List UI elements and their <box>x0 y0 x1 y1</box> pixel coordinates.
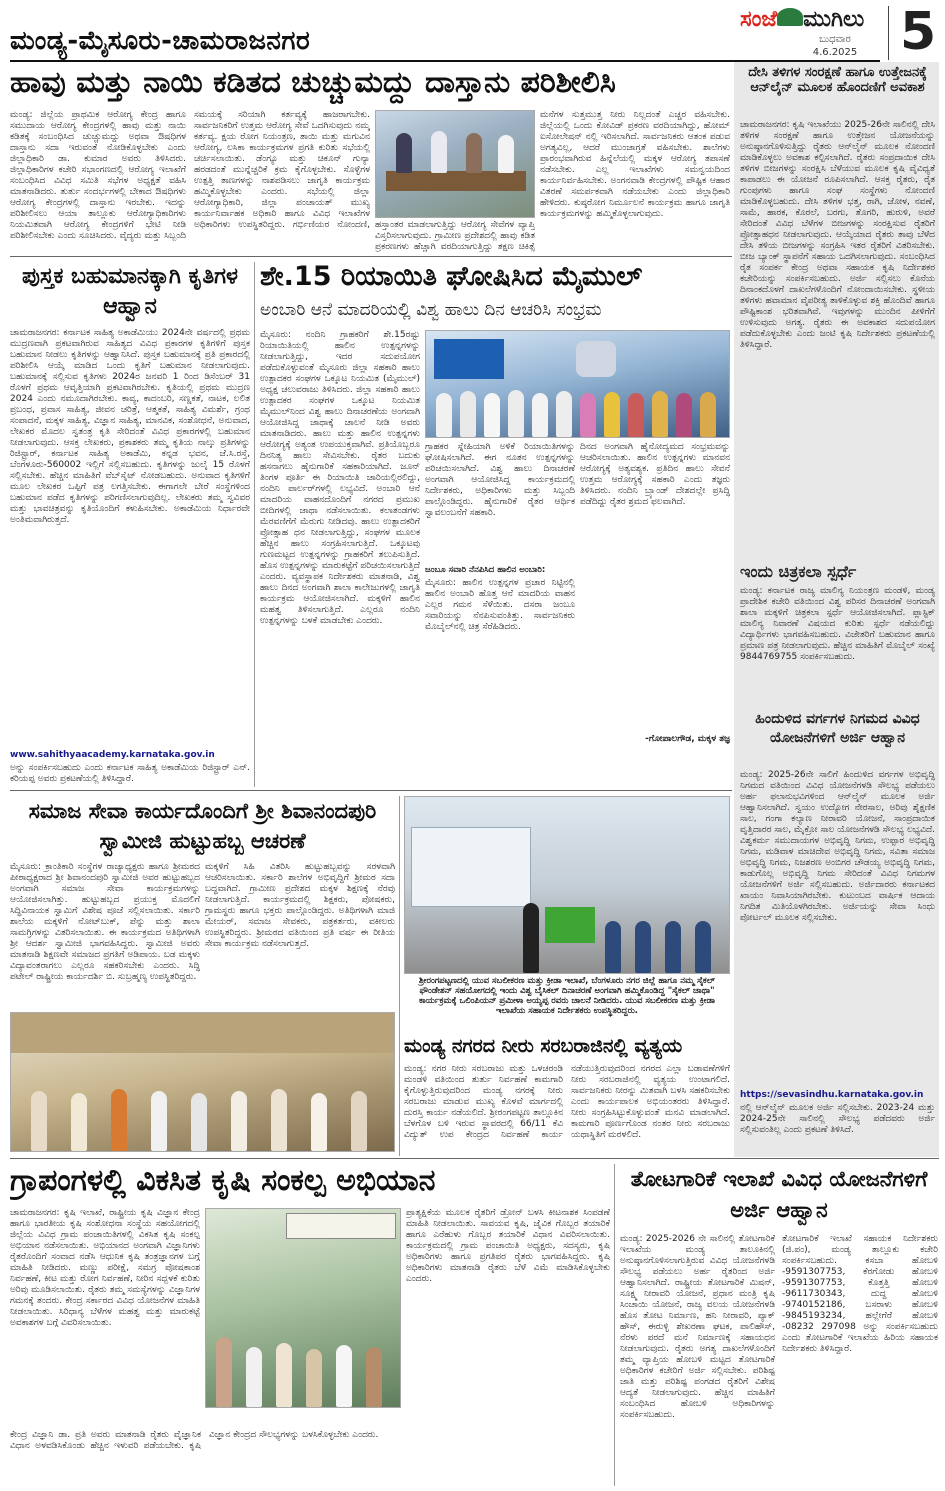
story5-photo <box>10 1012 395 1152</box>
story8-body: ಚಾಮರಾಜನಗರ: ಕೃಷಿ ಇಲಾಖೆ, ರಾಷ್ಟ್ರೀಯ ಕೃಷಿ ವಿಜ್ಞಾನ ಕೇಂದ್ರ ಹಾಗೂ ಭಾರತೀಯ ಕೃಷಿ ಸಂಶೋಧನಾ ಸಂಸ್ಥೆಯ ಸಹಯೋಗದಲ್ಲಿ ಜಿಲ್ಲೆಯ ವಿವಿಧ ಗ್ರಾಮ ಪಂಚಾಯಿತಿಗಳಲ್ಲಿ ವಿಕಸಿತ ಕೃಷಿ ಸಂಕಲ್ಪ ಅಭಿಯಾನ ನಡೆಸಲಾಯಿತು. ಅಭಿಯಾನದ ಅಂಗವಾಗಿ ವಿಜ್ಞಾನಿಗಳು ರೈತರೊಂದಿಗೆ ಸಂವಾದ ನಡೆಸಿ ಆಧುನಿಕ ಕೃಷಿ ತಂತ್ರಜ್ಞಾನಗಳ ಬಗ್ಗೆ ಮಾಹಿತಿ ನೀಡಿದರು. ಮಣ್ಣು ಪರೀಕ್ಷೆ, ಸಮಗ್ರ ಪೋಷಕಾಂಶ ನಿರ್ವಹಣೆ, ಕೀಟ ಮತ್ತು ರೋಗ ನಿರ್ವಹಣೆ, ನೀರಿನ ಸದ್ಬಳಕೆ ಕುರಿತು ಅರಿವು ಮೂಡಿಸಲಾಯಿತು. ರೈತರು ತಮ್ಮ ಸಮಸ್ಯೆಗಳನ್ನು ವಿಜ್ಞಾನಿಗಳ ಗಮನಕ್ಕೆ ತಂದರು. ಕೇಂದ್ರ ಸರ್ಕಾರದ ವಿವಿಧ ಯೋಜನೆಗಳ ಮಾಹಿತಿ ನೀಡಲಾಯಿತು. ಸಿರಿಧಾನ್ಯ ಬೆಳೆಗಳ ಮಹತ್ವ ಮತ್ತು ಮಾರುಕಟ್ಟೆ ಅವಕಾಶಗಳ ಬಗ್ಗೆ ವಿವರಿಸಲಾಯಿತು. <box>10 1208 200 1328</box>
date-box <box>800 33 870 59</box>
photo-person <box>246 1347 262 1407</box>
photo-person <box>216 1337 232 1407</box>
column-rule <box>614 1164 615 1486</box>
photo-person <box>700 392 716 437</box>
page-number: 5 <box>900 2 937 62</box>
story1-body-3: ಮನೆಗಳ ಸುತ್ತಮುತ್ತ ನೀರು ನಿಲ್ಲದಂತೆ ಎಚ್ಚರ ವಹಿಸಬೇಕು. ಜಿಲ್ಲೆಯಲ್ಲಿ ಒಂದು ಕೋವಿಡ್ ಪ್ರಕರಣ ವರದಿಯಾಗಿದ್ದು, ಹೋಮ್ ಐಸೋಲೇಷನ್ ನಲ್ಲಿ ಇರಿಸಲಾಗಿದೆ. ಸಾರ್ವಜನಿಕರು ಆತಂಕ ಪಡುವ ಅಗತ್ಯವಿಲ್ಲ, ಆದರೆ ಮುಂಜಾಗ್ರತೆ ವಹಿಸಬೇಕು. ಶಾಲೆಗಳು ಪ್ರಾರಂಭವಾಗಿರುವ ಹಿನ್ನೆಲೆಯಲ್ಲಿ ಮಕ್ಕಳ ಆರೋಗ್ಯ ತಪಾಸಣೆ ನಡೆಸಬೇಕು. ಎಲ್ಲ ಇಲಾಖೆಗಳು ಸಮನ್ವಯದಿಂದ ಕಾರ್ಯನಿರ್ವಹಿಸಬೇಕು. ಅಂಗನವಾಡಿ ಕೇಂದ್ರಗಳಲ್ಲಿ ಪೌಷ್ಟಿಕ ಆಹಾರ ವಿತರಣೆ ಸಮರ್ಪಕವಾಗಿ ನಡೆಯಬೇಕು ಎಂದು ಜಿಲ್ಲಾಧಿಕಾರಿ ಹೇಳಿದರು. ಕುಷ್ಠರೋಗ ನಿರ್ಮೂಲನೆ ಕಾರ್ಯಕ್ರಮ ಹಾಗೂ ಜಾಗೃತಿ ಕಾರ್ಯಕ್ರಮಗಳನ್ನು ಹಮ್ಮಿಕೊಳ್ಳಲಾಗುವುದು. <box>540 110 730 219</box>
story9-body: ಮಂಡ್ಯ: 2025-2026 ನೇ ಸಾಲಿನಲ್ಲಿ ತೋಟಗಾರಿಕೆ ಇಲಾಖೆಯ ಮಂಡ್ಯ ತಾಲೂಕಿನಲ್ಲಿ ಅನುಷ್ಠಾನಗೊಳಿಸಲಾಗುತ್ತಿರುವ ವಿವಿಧ ಯೋಜನೆಗಳಡಿ ಸೌಲಭ್ಯ ಪಡೆಯಲು ಅರ್ಹ ರೈತರಿಂದ ಅರ್ಜಿ ಆಹ್ವಾನಿಸಲಾಗಿದೆ. ರಾಷ್ಟ್ರೀಯ ತೋಟಗಾರಿಕೆ ಮಿಷನ್, ಸೂಕ್ಷ್ಮ ನೀರಾವರಿ ಯೋಜನೆ, ಪ್ರಧಾನ ಮಂತ್ರಿ ಕೃಷಿ ಸಿಂಚಾಯಿ ಯೋಜನೆ, ರಾಜ್ಯ ವಲಯ ಯೋಜನೆಗಳಡಿ ಹೊಸ ತೋಟ ನಿರ್ಮಾಣ, ಹನಿ ನೀರಾವರಿ, ಪ್ಯಾಕ್ ಹೌಸ್, ಈರುಳ್ಳಿ ಶೇಖರಣಾ ಘಟಕ, ಪಾಲಿಹೌಸ್, ನೆರಳು ಪರದೆ ಮನೆ ನಿರ್ಮಾಣಕ್ಕೆ ಸಹಾಯಧನ ನೀಡಲಾಗುವುದು. ರೈತರು ಅಗತ್ಯ ದಾಖಲೆಗಳೊಂದಿಗೆ ತಮ್ಮ ವ್ಯಾಪ್ತಿಯ ಹೋಬಳಿ ಮಟ್ಟದ ತೋಟಗಾರಿಕೆ ಅಧಿಕಾರಿಗಳ ಕಚೇರಿಗೆ ಅರ್ಜಿ ಸಲ್ಲಿಸಬೇಕು. ಪರಿಶಿಷ್ಟ ಜಾತಿ ಮತ್ತು ಪರಿಶಿಷ್ಟ ಪಂಗಡದ ರೈತರಿಗೆ ವಿಶೇಷ ಆದ್ಯತೆ ನೀಡಲಾಗುವುದು. ಹೆಚ್ಚಿನ ಮಾಹಿತಿಗೆ ಸಂಬಂಧಿಸಿದ ಹೋಬಳಿ ಅಧಿಕಾರಿಗಳನ್ನು ಸಂಪರ್ಕಿಸಬಹುದು. <box>620 1234 775 1420</box>
logo-text <box>740 7 864 32</box>
story5-headline: ಸಮಾಜ ಸೇವಾ ಕಾರ್ಯದೊಂದಿಗೆ ಶ್ರೀ ಶಿವಾನಂದಪುರಿ ಸ್ವಾಮೀಜಿ ಹುಟ್ಟುಹಬ್ಬ ಆಚರಣೆ <box>28 799 377 853</box>
photo-person <box>652 391 668 437</box>
story3-photo <box>425 330 730 438</box>
row-divider <box>10 256 732 257</box>
photo-person <box>351 1091 367 1151</box>
photo-person <box>436 393 452 437</box>
photo-person <box>523 903 539 973</box>
logo-part-2: ಮುಗಿಲು <box>803 6 865 32</box>
building-arches <box>11 1013 395 1053</box>
section-title: ಮಂಡ್ಯ-ಮೈಸೂರು-ಚಾಮರಾಜನಗರ <box>10 26 311 56</box>
photo-person <box>580 393 596 437</box>
photo-person <box>460 391 476 437</box>
story4-body-3: ಮಂಡ್ಯ: 2025-26ನೇ ಸಾಲಿಗೆ ಹಿಂದುಳಿದ ವರ್ಗಗಳ ಅಭಿವೃದ್ಧಿ ನಿಗಮದ ವತಿಯಿಂದ ವಿವಿಧ ಯೋಜನೆಗಳಡಿ ಸೌಲಭ್ಯ ಪಡೆಯಲು ಅರ್ಹ ಫಲಾನುಭವಿಗಳಿಂದ ಆನ್‌ಲೈನ್ ಮೂಲಕ ಅರ್ಜಿ ಆಹ್ವಾನಿಸಲಾಗಿದೆ. ಸ್ವಯಂ ಉದ್ಯೋಗ ನೇರಸಾಲ, ಅರಿವು ಶೈಕ್ಷಣಿಕ ಸಾಲ, ಗಂಗಾ ಕಲ್ಯಾಣ ನೀರಾವರಿ ಯೋಜನೆ, ಸಾಂಪ್ರದಾಯಿಕ ವೃತ್ತಿದಾರರ ಸಾಲ, ಮೈಕ್ರೋ ಸಾಲ ಯೋಜನೆಗಳಡಿ ಸೌಲಭ್ಯ ಲಭ್ಯವಿದೆ. ವಿಶ್ವಕರ್ಮ ಸಮುದಾಯಗಳ ಅಭಿವೃದ್ಧಿ ನಿಗಮ, ಉಪ್ಪಾರ ಅಭಿವೃದ್ಧಿ ನಿಗಮ, ಮಡಿವಾಳ ಮಾಚಿದೇವ ಅಭಿವೃದ್ಧಿ ನಿಗಮ, ಸವಿತಾ ಸಮಾಜ ಅಭಿವೃದ್ಧಿ ನಿಗಮ, ನಿಜಶರಣ ಅಂಬಿಗರ ಚೌಡಯ್ಯ ಅಭಿವೃದ್ಧಿ ನಿಗಮ, ಕಾಡುಗೊಲ್ಲ ಅಭಿವೃದ್ಧಿ ನಿಗಮ ಸೇರಿದಂತೆ ವಿವಿಧ ನಿಗಮಗಳ ಯೋಜನೆಗಳಿಗೆ ಅರ್ಜಿ ಸಲ್ಲಿಸಬಹುದು. ಅರ್ಜಿದಾರರು ಕರ್ನಾಟಕದ ಖಾಯಂ ನಿವಾಸಿಯಾಗಿರಬೇಕು. ಕುಟುಂಬದ ವಾರ್ಷಿಕ ಆದಾಯ ನಿಗದಿತ ಮಿತಿಯೊಳಗಿರಬೇಕು. ಅರ್ಜಿಯನ್ನು ಸೇವಾ ಸಿಂಧು ಪೋರ್ಟಲ್ ಮೂಲಕ ಸಲ್ಲಿಸಬೇಕು. <box>740 770 935 923</box>
story3-body: ಮೈಸೂರು: ನಂದಿನಿ ಗ್ರಾಹಕರಿಗೆ ಶೇ.15ರಷ್ಟು ರಿಯಾಯಿತಿಯಲ್ಲಿ ಹಾಲಿನ ಉತ್ಪನ್ನಗಳನ್ನು ನೀಡಲಾಗುತ್ತಿದ್ದು, ಇದರ ಸದುಪಯೋಗ ಪಡೆದುಕೊಳ್ಳುವಂತೆ ಮೈಸೂರು ಜಿಲ್ಲಾ ಸಹಕಾರಿ ಹಾಲು ಉತ್ಪಾದಕರ ಸಂಘಗಳ ಒಕ್ಕೂಟ ನಿಯಮಿತ (ಮೈಮುಲ್) ಅಧ್ಯಕ್ಷ ಚಲುವರಾಜು ತಿಳಿಸಿದರು. ಜಿಲ್ಲಾ ಸಹಕಾರಿ ಹಾಲು ಉತ್ಪಾದಕರ ಸಂಘಗಳ ಒಕ್ಕೂಟ ನಿಯಮಿತ ಮೈಮುಲ್‌ನಿಂದ ವಿಶ್ವ ಹಾಲು ದಿನಾಚರಣೆಯ ಅಂಗವಾಗಿ ಆಯೋಜಿಸಿದ್ದ ಜಾಥಾಕ್ಕೆ ಚಾಲನೆ ನೀಡಿ ಅವರು ಮಾತನಾಡಿದರು. ಹಾಲು ಮತ್ತು ಹಾಲಿನ ಉತ್ಪನ್ನಗಳು ಆರೋಗ್ಯಕ್ಕೆ ಅತ್ಯಂತ ಉಪಯುಕ್ತವಾಗಿವೆ. ಪ್ರತಿಯೊಬ್ಬರೂ ದಿನನಿತ್ಯ ಹಾಲು ಸೇವಿಸಬೇಕು. ರೈತರ ಬದುಕು ಹಸನಾಗಲು ಹೈನುಗಾರಿಕೆ ಸಹಕಾರಿಯಾಗಿದೆ. ಜೂನ್ ತಿಂಗಳ ಪೂರ್ತಿ ಈ ರಿಯಾಯಿತಿ ಜಾರಿಯಲ್ಲಿರಲಿದ್ದು, ನಂದಿನಿ ಪಾರ್ಲರ್‌ಗಳಲ್ಲಿ ಲಭ್ಯವಿದೆ. ಅಂಬಾರಿ ಆನೆ ಮಾದರಿಯ ವಾಹನದೊಂದಿಗೆ ನಗರದ ಪ್ರಮುಖ ಬೀದಿಗಳಲ್ಲಿ ಜಾಥಾ ನಡೆಸಲಾಯಿತು. ಕಲಾತಂಡಗಳು ಮೆರವಣಿಗೆಗೆ ಮೆರುಗು ನೀಡಿದವು. ಹಾಲು ಉತ್ಪಾದಕರಿಗೆ ಪ್ರೋತ್ಸಾಹ ಧನ ನೀಡಲಾಗುತ್ತಿದ್ದು, ಸಂಘಗಳ ಮೂಲಕ ಹೆಚ್ಚಿನ ಹಾಲು ಸಂಗ್ರಹಿಸಲಾಗುತ್ತಿದೆ. ಒಕ್ಕೂಟವು ಗುಣಮಟ್ಟದ ಉತ್ಪನ್ನಗಳನ್ನು ಗ್ರಾಹಕರಿಗೆ ತಲುಪಿಸುತ್ತಿದೆ. ಹೊಸ ಉತ್ಪನ್ನಗಳನ್ನು ಮಾರುಕಟ್ಟೆಗೆ ಪರಿಚಯಿಸಲಾಗುತ್ತಿದೆ ಎಂದರು. ವ್ಯವಸ್ಥಾಪಕ ನಿರ್ದೇಶಕರು ಮಾತನಾಡಿ, ವಿಶ್ವ ಹಾಲು ದಿನದ ಅಂಗವಾಗಿ ಶಾಲಾ ಕಾಲೇಜುಗಳಲ್ಲಿ ಜಾಗೃತಿ ಕಾರ್ಯಕ್ರಮ ಆಯೋಜಿಸಲಾಗಿದೆ. ಮಕ್ಕಳಿಗೆ ಹಾಲಿನ ಮಹತ್ವ ತಿಳಿಸಲಾಗುತ್ತಿದೆ. ಎಲ್ಲರೂ ನಂದಿನಿ ಉತ್ಪನ್ನಗಳನ್ನು ಬಳಕೆ ಮಾಡಬೇಕು ಎಂದರು. <box>260 330 420 626</box>
story4-body-4: ನಲ್ಲಿ ಆನ್‌ಲೈನ್ ಮೂಲಕ ಅರ್ಜಿ ಸಲ್ಲಿಸಬೇಕು. 2023-24 ಮತ್ತು 2024-25ನೇ ಸಾಲಿನಲ್ಲಿ ಸೌಲಭ್ಯ ಪಡೆದವರು ಅರ್ಜಿ ಸಲ್ಲಿಸುವಂತಿಲ್ಲ ಎಂದು ಪ್ರಕಟಣೆ ತಿಳಿಸಿದೆ. <box>740 1103 935 1135</box>
story9-body-2: ತೋಟಗಾರಿಕೆ ಇಲಾಖೆ ಸಹಾಯಕ ನಿರ್ದೇಶಕರು (ಜಿ.ಪಂ), ಮಂಡ್ಯ ತಾಲ್ಲೂಕು ಕಚೇರಿ ಸಂಪರ್ಕಿಸಬಹುದು. ಕಸಬಾ ಹೋಬಳಿ -9591307753, ಕೆರಗೋಡು ಹೋಬಳಿ -9591307753, ಕೊತ್ತತ್ತಿ ಹೋಬಳಿ -9611730343, ದುದ್ದ ಹೋಬಳಿ -9740152186, ಬಸರಾಳು ಹೋಬಳಿ -9845193234, ಹಲ್ಲೇಗೆರೆ ಹೋಬಳಿ -08232 297098 ಅನ್ನು ಸಂಪರ್ಕಿಸಬಹುದು ಎಂದು ತೋಟಗಾರಿಕೆ ಇಲಾಖೆಯ ಹಿರಿಯ ಸಹಾಯಕ ನಿರ್ದೇಶಕರು ತಿಳಿಸಿದ್ದಾರೆ. <box>782 1234 938 1354</box>
story4-body: ಚಾಮರಾಜನಗರ: ಕೃಷಿ ಇಲಾಖೆಯು 2025-26ನೇ ಸಾಲಿನಲ್ಲಿ ದೇಸಿ ತಳಿಗಳ ಸಂರಕ್ಷಣೆ ಹಾಗೂ ಉತ್ತೇಜನ ಯೋಜನೆಯನ್ನು ಅನುಷ್ಠಾನಗೊಳಿಸುತ್ತಿದ್ದು ರೈತರು ಆನ್‌ಲೈನ್ ಮೂಲಕ ನೋಂದಣಿ ಮಾಡಿಕೊಳ್ಳಲು ಅವಕಾಶ ಕಲ್ಪಿಸಲಾಗಿದೆ. ರೈತರು ಸಂಪ್ರದಾಯಿಕ ದೇಸಿ ತಳಿಗಳ ಬೀಜಗಳನ್ನು ಸಂರಕ್ಷಿಸಿ ಬೆಳೆಯುವ ಮೂಲಕ ಕೃಷಿ ವೈವಿಧ್ಯತೆ ಕಾಪಾಡಲು ಈ ಯೋಜನೆ ರೂಪಿಸಲಾಗಿದೆ. ಆಸಕ್ತ ರೈತರು, ರೈತ ಗುಂಪುಗಳು ಹಾಗೂ ಸಂಘ ಸಂಸ್ಥೆಗಳು ನೋಂದಣಿ ಮಾಡಿಕೊಳ್ಳಬಹುದು. ದೇಸಿ ತಳಿಗಳ ಭತ್ತ, ರಾಗಿ, ಜೋಳ, ನವಣೆ, ಸಾಮೆ, ಹಾರಕ, ಕೊರಲೆ, ಬರಗು, ತೊಗರಿ, ಹುರುಳಿ, ಅವರೆ ಸೇರಿದಂತೆ ವಿವಿಧ ಬೆಳೆಗಳ ಬೀಜಗಳನ್ನು ಸಂರಕ್ಷಿಸುವ ರೈತರಿಗೆ ಪ್ರೋತ್ಸಾಹಧನ ನೀಡಲಾಗುವುದು. ಆಯ್ಕೆಯಾದ ರೈತರು ತಾವು ಬೆಳೆದ ದೇಸಿ ತಳಿಯ ಬೀಜಗಳನ್ನು ಸಂಗ್ರಹಿಸಿ ಇತರ ರೈತರಿಗೆ ವಿತರಿಸಬೇಕು. ಬೀಜ ಬ್ಯಾಂಕ್ ಸ್ಥಾಪನೆಗೆ ಸಹಾಯ ಒದಗಿಸಲಾಗುವುದು. ಸಂಬಂಧಿಸಿದ ರೈತ ಸಂಪರ್ಕ ಕೇಂದ್ರ ಅಥವಾ ಸಹಾಯಕ ಕೃಷಿ ನಿರ್ದೇಶಕರ ಕಚೇರಿಯನ್ನು ಸಂಪರ್ಕಿಸಬಹುದು. ಅರ್ಜಿ ಸಲ್ಲಿಸಲು ಕೊನೆಯ ದಿನಾಂಕದೊಳಗೆ ದಾಖಲೆಗಳೊಂದಿಗೆ ನೋಂದಾಯಿಸಬೇಕು. ಸ್ಥಳೀಯ ತಳಿಗಳು ಹವಾಮಾನ ವೈಪರೀತ್ಯ ತಾಳಿಕೊಳ್ಳುವ ಶಕ್ತಿ ಹೊಂದಿವೆ ಹಾಗೂ ಪೌಷ್ಟಿಕಾಂಶ ಭರಿತವಾಗಿವೆ. ಇವುಗಳನ್ನು ಮುಂದಿನ ಪೀಳಿಗೆಗೆ ಉಳಿಸುವುದು ಅಗತ್ಯ. ರೈತರು ಈ ಅವಕಾಶದ ಸದುಪಯೋಗ ಪಡೆದುಕೊಳ್ಳಬೇಕು ಎಂದು ಜಂಟಿ ಕೃಷಿ ನಿರ್ದೇಶಕರು ಪ್ರಕಟಣೆಯಲ್ಲಿ ತಿಳಿಸಿದ್ದಾರೆ. <box>740 120 935 350</box>
story3-subhead-2: ಜಂಬೂ ಸವಾರಿ ನೆನಪಿಸಿದ ಹಾಲಿನ ಅಂಬಾರಿ: <box>425 565 546 575</box>
story1-body-2: ಹಸ್ತಾಂತರ ಮಾಡಲಾಗುತ್ತಿದ್ದು ಆರೋಗ್ಯ ಸೇವೆಗಳ ವ್ಯಾಪ್ತಿ ವಿಸ್ತರಿಸಲಾಗುವುದು. ಗ್ರಾಮೀಣ ಪ್ರದೇಶದಲ್ಲಿ ಹಾವು ಕಡಿತ ಪ್ರಕರಣಗಳು ಹೆಚ್ಚಾಗಿ ವರದಿಯಾಗುತ್ತಿದ್ದು ತಕ್ಷಣ ಚಿಕಿತ್ಸೆ <box>375 220 535 252</box>
photo-person <box>466 133 482 173</box>
photo-person <box>484 393 500 437</box>
story4-body-2: ಮಂಡ್ಯ: ಕರ್ನಾಟಕ ರಾಜ್ಯ ಮಾಲಿನ್ಯ ನಿಯಂತ್ರಣ ಮಂಡಳಿ, ಮಂಡ್ಯ ಪ್ರಾದೇಶಿಕ ಕಚೇರಿ ವತಿಯಿಂದ ವಿಶ್ವ ಪರಿಸರ ದಿನಾಚರಣೆ ಅಂಗವಾಗಿ ಶಾಲಾ ಮಕ್ಕಳಿಗೆ ಚಿತ್ರಕಲಾ ಸ್ಪರ್ಧೆ ಆಯೋಜಿಸಲಾಗಿದೆ. ಪ್ಲಾಸ್ಟಿಕ್ ಮಾಲಿನ್ಯ ನಿವಾರಣೆ ವಿಷಯದ ಕುರಿತು ಸ್ಪರ್ಧೆ ನಡೆಯಲಿದ್ದು ವಿದ್ಯಾರ್ಥಿಗಳು ಭಾಗವಹಿಸಬಹುದು. ವಿಜೇತರಿಗೆ ಬಹುಮಾನ ಹಾಗೂ ಪ್ರಮಾಣ ಪತ್ರ ನೀಡಲಾಗುವುದು. ಹೆಚ್ಚಿನ ಮಾಹಿತಿಗೆ ಮೊಬೈಲ್ ಸಂಖ್ಯೆ 9844769755 ಸಂಪರ್ಕಿಸಬಹುದು. <box>740 586 935 662</box>
row-divider <box>10 790 732 791</box>
photo-person <box>336 1345 352 1407</box>
photo-person <box>532 393 548 437</box>
column-rule <box>399 796 400 1156</box>
photo-person <box>498 135 514 173</box>
story4-website-link[interactable]: https://sevasindhu.karnataka.gov.in <box>740 1090 924 1100</box>
green-flag <box>545 907 595 943</box>
elephant-float <box>576 341 616 377</box>
photo-person <box>635 921 651 973</box>
photo-person <box>366 1347 382 1407</box>
header-divider <box>888 6 889 60</box>
photo-person <box>508 390 524 437</box>
story2-website-link[interactable]: www.sahithyaacademy.karnataka.gov.in <box>10 750 215 760</box>
photo-person <box>604 392 620 437</box>
story8-body-2: ಕೇಂದ್ರ ವಿಜ್ಞಾನಿ ಡಾ. ಪ್ರತಿ ಅವರು ಮಾತನಾಡಿ ರೈತರು ವೈಜ್ಞಾನಿಕ ವಿಧಾನ ಅಳವಡಿಸಿಕೊಂಡು ಹೆಚ್ಚಿನ ಇಳುವರಿ ಪಡೆಯಬೇಕು. ಕೃಷಿ ವಿಜ್ಞಾನ ಕೇಂದ್ರದ ಸೌಲಭ್ಯಗಳನ್ನು ಬಳಸಿಕೊಳ್ಳಬೇಕು ಎಂದರು. <box>10 1430 379 1451</box>
milk-day-banner <box>434 339 504 379</box>
story3-byline: -ಗೋಪಾಲಗೌಡ, ಮಕ್ಕಳ ತಜ್ಞ <box>645 734 730 744</box>
story3-subheadline: ಅಂಬಾರಿ ಆನೆ ಮಾದರಿಯಲ್ಲಿ ವಿಶ್ವ ಹಾಲು ದಿನ ಆಚರಿಸಿ ಸಂಭ್ರಮ <box>260 300 602 320</box>
photo-person <box>431 131 447 173</box>
story4-subhead: ಇಂದು ಚಿತ್ರಕಲಾ ಸ್ಪರ್ಧೆ <box>740 562 857 581</box>
story2-body-tail: ಅನ್ನು ಸಂಪರ್ಕಿಸಬಹುದು ಎಂದು ಕರ್ನಾಟಕ ಸಾಹಿತ್ಯ ಅಕಾಡೆಮಿಯ ರಿಜಿಸ್ಟ್ರಾರ್ ಎನ್. ಕರಿಯಪ್ಪ ಅವರು ಪ್ರಕಟಣೆಯಲ್ಲಿ ತಿಳಿಸಿದ್ದಾರೆ. <box>10 763 250 784</box>
story2-body: ಚಾಮರಾಜನಗರ: ಕರ್ನಾಟಕ ಸಾಹಿತ್ಯ ಅಕಾಡೆಮಿಯು 2024ನೇ ವರ್ಷದಲ್ಲಿ ಪ್ರಥಮ ಮುದ್ರಣವಾಗಿ ಪ್ರಕಟವಾಗಿರುವ ಸಾಹಿತ್ಯದ ವಿವಿಧ ಪ್ರಕಾರಗಳ ಕೃತಿಗಳಿಗೆ ಪುಸ್ತಕ ಬಹುಮಾನ ನೀಡಲು ಕೃತಿಗಳನ್ನು ಆಹ್ವಾನಿಸಿದೆ. ಪುಸ್ತಕ ಬಹುಮಾನಕ್ಕೆ ಪ್ರತಿ ಪ್ರಕಾರದಲ್ಲಿ ಪರಿಶೀಲಿಸಿ ಆಯ್ಕೆ ಮಾಡಿದ ಒಂದು ಕೃತಿಗೆ ಬಹುಮಾನ ನೀಡಲಾಗುವುದು. ಬಹುಮಾನಕ್ಕೆ ಸಲ್ಲಿಸುವ ಕೃತಿಗಳು 2024ರ ಜನವರಿ 1 ರಿಂದ ಡಿಸೆಂಬರ್ 31 ರೊಳಗೆ ಪ್ರಥಮ ಆವೃತ್ತಿಯಾಗಿ ಪ್ರಕಟವಾಗಿರಬೇಕು. ಕೃತಿಯಲ್ಲಿ ಪ್ರಥಮ ಮುದ್ರಣ 2024 ಎಂದು ನಮೂದಾಗಿರಬೇಕು. ಕಾವ್ಯ, ಕಾದಂಬರಿ, ಸಣ್ಣಕತೆ, ನಾಟಕ, ಲಲಿತ ಪ್ರಬಂಧ, ಪ್ರವಾಸ ಸಾಹಿತ್ಯ, ಜೀವನ ಚರಿತ್ರೆ, ಆತ್ಮಕತೆ, ಸಾಹಿತ್ಯ ವಿಮರ್ಶೆ, ಗ್ರಂಥ ಸಂಪಾದನೆ, ಮಕ್ಕಳ ಸಾಹಿತ್ಯ, ವಿಜ್ಞಾನ ಸಾಹಿತ್ಯ, ಮಾನವಿಕ, ಸಂಶೋಧನೆ, ಅನುವಾದ, ಲೇಖಕರ ಮೊದಲ ಸ್ವತಂತ್ರ ಕೃತಿ ಸೇರಿದಂತೆ ವಿವಿಧ ಪ್ರಕಾರಗಳಲ್ಲಿ ಬಹುಮಾನ ನೀಡಲಾಗುವುದು. ಆಸಕ್ತ ಲೇಖಕರು, ಪ್ರಕಾಶಕರು ತಮ್ಮ ಕೃತಿಯ ನಾಲ್ಕು ಪ್ರತಿಗಳನ್ನು ರಿಜಿಸ್ಟ್ರಾರ್, ಕರ್ನಾಟಕ ಸಾಹಿತ್ಯ ಅಕಾಡೆಮಿ, ಕನ್ನಡ ಭವನ, ಜೆ.ಸಿ.ರಸ್ತೆ, ಬೆಂಗಳೂರು-560002 ಇಲ್ಲಿಗೆ ಸಲ್ಲಿಸಬಹುದು. ಕೃತಿಗಳನ್ನು ಜುಲೈ 15 ರೊಳಗೆ ಸಲ್ಲಿಸಬೇಕು. ಹೆಚ್ಚಿನ ಮಾಹಿತಿಗೆ ವೆಬ್‌ಸೈಟ್ ನೋಡಬಹುದು. ಅನುವಾದ ಕೃತಿಗಳಿಗೆ ಮೂಲ ಲೇಖಕರ ಒಪ್ಪಿಗೆ ಪತ್ರ ಲಗತ್ತಿಸಬೇಕು. ಈಗಾಗಲೇ ಬೇರೆ ಸಂಸ್ಥೆಗಳಿಂದ ಬಹುಮಾನ ಪಡೆದ ಕೃತಿಗಳನ್ನು ಪರಿಗಣಿಸಲಾಗುವುದಿಲ್ಲ. ಲೇಖಕರು ತಮ್ಮ ಸ್ವವಿವರ ಮತ್ತು ಭಾವಚಿತ್ರವನ್ನು ಕೃತಿಯೊಂದಿಗೆ ಕಳುಹಿಸಬೇಕು. ಅಕಾಡೆಮಿಯ ನಿರ್ಧಾರವೇ ಅಂತಿಮವಾಗಿರುತ್ತದೆ. <box>10 328 250 525</box>
photo-person <box>396 133 412 173</box>
meeting-table <box>386 171 526 191</box>
agri-banner <box>286 1213 396 1239</box>
row-divider <box>10 1158 939 1159</box>
photo-person <box>191 1093 207 1151</box>
story3-body-3: ಮೈಸೂರು: ಹಾಲಿನ ಉತ್ಪನ್ನಗಳ ಪ್ರಚಾರ ನಿಟ್ಟಿನಲ್ಲಿ ಹಾಲಿನ ಅಂಬಾರಿ ಹೊತ್ತ ಆನೆ ಮಾದರಿಯ ವಾಹನ ಎಲ್ಲರ ಗಮನ ಸೆಳೆಯಿತು. ದಸರಾ ಜಂಬೂ ಸವಾರಿಯನ್ನು ನೆನಪಿಸುವಂತಿತ್ತು. ಸಾರ್ವಜನಿಕರು ಮೊಬೈಲ್‌ನಲ್ಲಿ ಚಿತ್ರ ಸೆರೆಹಿಡಿದರು. <box>425 578 575 632</box>
story5-body-2: ಮಕ್ಕಳಿಗೆ ಸಿಹಿ ವಿತರಿಸಿ ಹುಟ್ಟುಹಬ್ಬವನ್ನು ಸರಳವಾಗಿ ಆಚರಿಸಲಾಯಿತು. ಸರ್ಕಾರಿ ಶಾಲೆಗಳ ಅಭಿವೃದ್ಧಿಗೆ ಶ್ರೀಮಠ ಸದಾ ಬದ್ಧವಾಗಿದೆ. ಗ್ರಾಮೀಣ ಪ್ರದೇಶದ ಮಕ್ಕಳ ಶಿಕ್ಷಣಕ್ಕೆ ನೆರವು ನೀಡಲಾಗುತ್ತಿದೆ. ಕಾರ್ಯಕ್ರಮದಲ್ಲಿ ಶಿಕ್ಷಕರು, ಪೋಷಕರು, ಗ್ರಾಮಸ್ಥರು ಹಾಗೂ ಭಕ್ತರು ಪಾಲ್ಗೊಂಡಿದ್ದರು. ಅತಿಥಿಗಳಾಗಿ ಮಾಜಿ ಮೇಯರ್, ಸಮಾಜ ಸೇವಕರು, ಪತ್ರಕರ್ತರು, ವಕೀಲರು ಉಪಸ್ಥಿತರಿದ್ದರು. ಶ್ರೀಮಠದ ವತಿಯಿಂದ ಪ್ರತಿ ವರ್ಷ ಈ ರೀತಿಯ ಸೇವಾ ಕಾರ್ಯಕ್ರಮ ನಡೆಸಲಾಗುತ್ತದೆ. <box>205 862 395 949</box>
photo-person <box>271 1089 287 1151</box>
story1-headline: ಹಾವು ಮತ್ತು ನಾಯಿ ಕಡಿತದ ಚುಚ್ಚುಮದ್ದು ದಾಸ್ತಾನು ಪರಿಶೀಲಿಸಿ <box>10 66 616 100</box>
photo-person <box>71 1093 87 1151</box>
story7-body: ಮಂಡ್ಯ: ನಗರ ನೀರು ಸರಬರಾಜು ಮತ್ತು ಒಳಚರಂಡಿ ಮಂಡಳಿ ವತಿಯಿಂದ ತುರ್ತು ನಿರ್ವಹಣೆ ಕಾಮಗಾರಿ ಕೈಗೊಳ್ಳುತ್ತಿರುವುದರಿಂದ ಮಂಡ್ಯ ನಗರಕ್ಕೆ ನೀರು ಸರಬರಾಜು ಮಾಡುವ ಮುಖ್ಯ ಕೊಳವೆ ಮಾರ್ಗದಲ್ಲಿ ದುರಸ್ತಿ ಕಾರ್ಯ ನಡೆಯಲಿದೆ. ಶ್ರೀರಂಗಪಟ್ಟಣ ತಾಲ್ಲೂಕಿನ ಬೆಳಗೊಳ ಬಳಿ ಇರುವ ಸ್ಥಾವರದಲ್ಲಿ 66/11 ಕೆವಿ ವಿದ್ಯುತ್ ಉಪ ಕೇಂದ್ರದ ನಿರ್ವಹಣೆ ಕಾರ್ಯ ನಡೆಯುತ್ತಿರುವುದರಿಂದ ನಗರದ ಎಲ್ಲಾ ಬಡಾವಣೆಗಳಿಗೆ ನೀರು ಸರಬರಾಜಿನಲ್ಲಿ ವ್ಯತ್ಯಯ ಉಂಟಾಗಲಿದೆ. ಸಾರ್ವಜನಿಕರು ನೀರನ್ನು ಮಿತವಾಗಿ ಬಳಸಿ ಸಹಕರಿಸಬೇಕು ಎಂದು ಕಾರ್ಯಪಾಲಕ ಅಭಿಯಂತರರು ತಿಳಿಸಿದ್ದಾರೆ. ನೀರು ಸಂಗ್ರಹಿಸಿಟ್ಟುಕೊಳ್ಳುವಂತೆ ಮನವಿ ಮಾಡಲಾಗಿದೆ. ಕಾಮಗಾರಿ ಪೂರ್ಣಗೊಂಡ ನಂತರ ನೀರು ಸರಬರಾಜು ಯಥಾಸ್ಥಿತಿಗೆ ಮರಳಲಿದೆ. <box>404 1064 730 1140</box>
story7-headline: ಮಂಡ್ಯ ನಗರದ ನೀರು ಸರಬರಾಜಿನಲ್ಲಿ ವ್ಯತ್ಯಯ <box>404 1036 683 1057</box>
photo-person <box>676 393 692 437</box>
story8-photo <box>205 1208 401 1408</box>
column-rule <box>254 262 255 787</box>
photo-person <box>628 393 644 437</box>
photo-person <box>665 921 681 973</box>
story6-caption: ಶ್ರೀರಂಗಪಟ್ಟಣದಲ್ಲಿ ಯುವ ಸಬಲೀಕರಣ ಮತ್ತು ಕ್ರೀಡಾ ಇಲಾಖೆ, ಬೆಂಗಳೂರು ನಗರ ಜಿಲ್ಲೆ ಹಾಗೂ ನಮ್ಮ ಸೈಕಲ್ ಫೌಂಡೇಶನ್ ಸಹಯೋಗದಲ್ಲಿ ಇಂದು ವಿಶ್ವ ಬೈಸಿಕಲ್ ದಿನಾಚರಣೆ ಅಂಗವಾಗಿ ಹಮ್ಮಿಕೊಂಡಿದ್ದ "ಸೈಕಲ್ ಜಾಥಾ" ಕಾರ್ಯಕ್ರಮಕ್ಕೆ ಒಲಿಂಪಿಯನ್ ಪ್ರಮೀಳಾ ಅಯ್ಯಪ್ಪ ರವರು ಚಾಲನೆ ನೀಡಿದರು. ಯುವ ಸಬಲೀಕರಣ ಮತ್ತು ಕ್ರೀಡಾ ಇಲಾಖೆಯ ಸಹಾಯಕ ನಿರ್ದೇಶಕರು ಉಪಸ್ಥಿತರಿದ್ದರು. <box>418 976 716 1016</box>
photo-person <box>111 1089 127 1151</box>
story3-body-4: ದಿನದ ಅಂಗವಾಗಿ ಹೈನೋದ್ಯಮದ ಸಂಭ್ರಮವನ್ನು ಆಚರಿಸಲಾಯಿತು. ಹಾಲಿನ ಉತ್ಪನ್ನಗಳು ಮಾನವನ ಆರೋಗ್ಯಕ್ಕೆ ಅತ್ಯವಶ್ಯಕ. ಪ್ರತಿದಿನ ಹಾಲು ಸೇವನೆ ಉತ್ತಮ ಆರೋಗ್ಯಕ್ಕೆ ಸಹಕಾರಿ ಎಂದು ತಜ್ಞರು ತಿಳಿಸಿದರು. ನಂದಿನಿ ಬ್ರ್ಯಾಂಡ್ ದೇಶದಲ್ಲೇ ಪ್ರಸಿದ್ಧಿ ಪಡೆದಿದ್ದು ರೈತರ ಶ್ರಮದ ಫಲವಾಗಿದೆ. <box>580 442 730 507</box>
photo-person <box>231 1091 247 1151</box>
photo-person <box>605 921 621 973</box>
story1-photo <box>375 110 535 218</box>
cloud-icon <box>777 8 803 26</box>
photo-person <box>306 1349 322 1407</box>
story4-headline: ದೇಸಿ ತಳಿಗಳ ಸಂರಕ್ಷಣೆ ಹಾಗೂ ಉತ್ತೇಜನಕ್ಕೆ ಆನ್‌ಲೈನ್ ಮೂಲಕ ಹೊಂದಣಿಗೆ ಅವಕಾಶ <box>748 66 927 95</box>
photo-person <box>276 1343 292 1407</box>
photo-person <box>556 391 572 437</box>
logo-part-1: ಸಂಜೆ <box>740 6 778 32</box>
photo-person <box>695 921 711 973</box>
issue-day: ಬುಧವಾರ <box>819 34 851 45</box>
story9-headline: ತೋಟಗಾರಿಕೆ ಇಲಾಖೆ ವಿವಿಧ ಯೋಜನೆಗಳಿಗೆ ಅರ್ಜಿ ಆಹ್ವಾನ <box>630 1167 928 1222</box>
story1-body: ಮಂಡ್ಯ: ಜಿಲ್ಲೆಯ ಪ್ರಾಥಮಿಕ ಆರೋಗ್ಯ ಕೇಂದ್ರ ಹಾಗೂ ಸಮುದಾಯ ಆರೋಗ್ಯ ಕೇಂದ್ರಗಳಲ್ಲಿ ಹಾವು ಮತ್ತು ನಾಯಿ ಕಡಿತಕ್ಕೆ ಸಂಬಂಧಿಸಿದ ಚುಚ್ಚುಮದ್ದು ಅಥವಾ ಔಷಧಿಗಳ ದಾಸ್ತಾನು ಸದಾ ಇರುವಂತೆ ನೋಡಿಕೊಳ್ಳಬೇಕು ಎಂದು ಜಿಲ್ಲಾಧಿಕಾರಿ ಡಾ. ಕುಮಾರ ಅವರು ತಿಳಿಸಿದರು. ಜಿಲ್ಲಾಧಿಕಾರಿಗಳ ಕಚೇರಿ ಸಭಾಂಗಣದಲ್ಲಿ ಆರೋಗ್ಯ ಇಲಾಖೆಗೆ ಸಂಬಂಧಿಸಿದ ವಿವಿಧ ಸಮಿತಿ ಸಭೆಗಳ ಅಧ್ಯಕ್ಷತೆ ವಹಿಸಿ ಮಾತನಾಡಿದರು. ತುರ್ತು ಸಂದರ್ಭಗಳಲ್ಲಿ ಬೇಕಾದ ಔಷಧಿಗಳು ಆರೋಗ್ಯ ಕೇಂದ್ರಗಳಲ್ಲಿ ದಾಸ್ತಾನು ಇರಬೇಕು. ಇದನ್ನು ಪರಿಶೀಲಿಸಲು ಆಯಾ ತಾಲ್ಲೂಕು ಆರೋಗ್ಯಾಧಿಕಾರಿಗಳು ನಿಯಮಿತವಾಗಿ ಆರೋಗ್ಯ ಕೇಂದ್ರಗಳಿಗೆ ಭೇಟಿ ನೀಡಿ ಪರಿಶೀಲಿಸಬೇಕು ಎಂದು ಸೂಚಿಸಿದರು. ವೈದ್ಯರು ಮತ್ತು ಸಿಬ್ಬಂದಿ ಸಮಯಕ್ಕೆ ಸರಿಯಾಗಿ ಕರ್ತವ್ಯಕ್ಕೆ ಹಾಜರಾಗಬೇಕು. ಸಾರ್ವಜನಿಕರಿಗೆ ಉತ್ತಮ ಆರೋಗ್ಯ ಸೇವೆ ಒದಗಿಸುವುದು ನಮ್ಮ ಕರ್ತವ್ಯ. ಕ್ಷಯ ರೋಗ ನಿಯಂತ್ರಣ, ತಾಯಿ ಮತ್ತು ಮಗುವಿನ ಆರೋಗ್ಯ, ಲಸಿಕಾ ಕಾರ್ಯಕ್ರಮಗಳ ಪ್ರಗತಿ ಕುರಿತು ಸಭೆಯಲ್ಲಿ ಚರ್ಚಿಸಲಾಯಿತು. ಡೆಂಗ್ಯೂ ಮತ್ತು ಚಿಕೂನ್ ಗುನ್ಯಾ ಹರಡದಂತೆ ಮುನ್ನೆಚ್ಚರಿಕೆ ಕ್ರಮ ಕೈಗೊಳ್ಳಬೇಕು. ಸೊಳ್ಳೆಗಳ ಉತ್ಪತ್ತಿ ತಾಣಗಳನ್ನು ನಾಶಪಡಿಸಲು ಜಾಗೃತಿ ಕಾರ್ಯಕ್ರಮ ಹಮ್ಮಿಕೊಳ್ಳಬೇಕು ಎಂದರು. ಸಭೆಯಲ್ಲಿ ಜಿಲ್ಲಾ ಆರೋಗ್ಯಾಧಿಕಾರಿ, ಜಿಲ್ಲಾ ಪಂಚಾಯತ್ ಮುಖ್ಯ ಕಾರ್ಯನಿರ್ವಾಹಕ ಅಧಿಕಾರಿ ಹಾಗೂ ವಿವಿಧ ಇಲಾಖೆಗಳ ಅಧಿಕಾರಿಗಳು ಉಪಸ್ಥಿತರಿದ್ದರು. ಗರ್ಭಿಣಿಯರ ನೋಂದಣಿ, <box>10 110 370 241</box>
story6-photo <box>404 796 730 974</box>
story8-body-3: ಪ್ರಾತ್ಯಕ್ಷಿಕೆಯ ಮೂಲಕ ರೈತರಿಗೆ ಡ್ರೋನ್ ಬಳಸಿ ಕೀಟನಾಶಕ ಸಿಂಪಡಣೆ ಮಾಹಿತಿ ನೀಡಲಾಯಿತು. ಸಾವಯವ ಕೃಷಿ, ಜೈವಿಕ ಗೊಬ್ಬರ ತಯಾರಿಕೆ ಹಾಗೂ ಎರೆಹುಳು ಗೊಬ್ಬರ ತಯಾರಿಕೆ ವಿಧಾನ ವಿವರಿಸಲಾಯಿತು. ಕಾರ್ಯಕ್ರಮದಲ್ಲಿ ಗ್ರಾಮ ಪಂಚಾಯಿತಿ ಅಧ್ಯಕ್ಷರು, ಸದಸ್ಯರು, ಕೃಷಿ ಅಧಿಕಾರಿಗಳು ಹಾಗೂ ಪ್ರಗತಿಪರ ರೈತರು ಭಾಗವಹಿಸಿದ್ದರು. ಕೃಷಿ ಅಧಿಕಾರಿಗಳು ಮಾತನಾಡಿ ರೈತರು ಬೆಳೆ ವಿಮೆ ಮಾಡಿಸಿಕೊಳ್ಳಬೇಕು ಎಂದರು. <box>406 1208 610 1284</box>
masthead-logo <box>740 6 890 32</box>
story5-body: ಮೈಸೂರು: ಕ್ರಾಂತಿಕಾರಿ ಸಂಸ್ಥೆಗಳ ರಾಜ್ಯಾಧ್ಯಕ್ಷರು ಹಾಗೂ ಶ್ರೀಮಠದ ಪೀಠಾಧ್ಯಕ್ಷರಾದ ಶ್ರೀ ಶಿವಾನಂದಪುರಿ ಸ್ವಾಮೀಜಿ ಅವರ ಹುಟ್ಟುಹಬ್ಬದ ಅಂಗವಾಗಿ ಸಮಾಜ ಸೇವಾ ಕಾರ್ಯಕ್ರಮಗಳನ್ನು ಆಯೋಜಿಸಲಾಗಿತ್ತು. ಹುಟ್ಟುಹಬ್ಬದ ಪ್ರಯುಕ್ತ ಮೊದಲಿಗೆ ಸಿದ್ಧಿವಿನಾಯಕ ಸ್ವಾಮಿಗೆ ವಿಶೇಷ ಪೂಜೆ ಸಲ್ಲಿಸಲಾಯಿತು. ಸರ್ಕಾರಿ ಶಾಲೆಯ ಮಕ್ಕಳಿಗೆ ನೋಟ್‌ಬುಕ್, ಪೆನ್ನು ಮತ್ತು ಶಾಲಾ ಸಾಮಗ್ರಿಗಳನ್ನು ವಿತರಿಸಲಾಯಿತು. ಈ ಕಾರ್ಯಕ್ರಮದ ಅತಿಥಿಗಳಾಗಿ ಶ್ರೀ ಆದರ್ಶ ಸ್ವಾಮೀಜಿ ಭಾಗವಹಿಸಿದ್ದರು. ಸ್ವಾಮೀಜಿ ಅವರು ಮಾತನಾಡಿ ಶಿಕ್ಷಣವೇ ಸಮಾಜದ ಪ್ರಗತಿಗೆ ಅಡಿಪಾಯ. ಬಡ ಮಕ್ಕಳು ವಿದ್ಯಾವಂತರಾಗಲು ಎಲ್ಲರೂ ಸಹಕರಿಸಬೇಕು ಎಂದರು. ಸಿದ್ಧಿ ಪಟೇಲ್ ರಾಷ್ಟ್ರೀಯ ಕಾರ್ಯದರ್ಶಿ ಬಿ. ಸುಬ್ರಹ್ಮಣ್ಯ ಉಪಸ್ಥಿತರಿದ್ದರು. <box>10 862 200 982</box>
story2-headline: ಪುಸ್ತಕ ಬಹುಮಾನಕ್ಕಾಗಿ ಕೃತಿಗಳ ಆಹ್ವಾನ <box>22 264 238 319</box>
story3-body-2: ಗ್ರಾಹಕರ ಸ್ನೇಹಿಯಾಗಿ ಅಳಿಕೆ ರಿಯಾಯಿತಿಗಳನ್ನು ಘೋಷಿಸಲಾಗಿದೆ. ಈಗ ನೂತನ ಉತ್ಪನ್ನಗಳನ್ನು ಪರಿಚಯಿಸಲಾಗಿದೆ. ವಿಶ್ವ ಹಾಲು ದಿನಾಚರಣೆ ಅಂಗವಾಗಿ ಆಯೋಜಿಸಿದ್ದ ಕಾರ್ಯಕ್ರಮದಲ್ಲಿ ನಿರ್ದೇಶಕರು, ಅಧಿಕಾರಿಗಳು ಮತ್ತು ಸಿಬ್ಬಂದಿ ಪಾಲ್ಗೊಂಡಿದ್ದರು. ಹೈನುಗಾರಿಕೆ ರೈತರ ಆರ್ಥಿಕ ಸ್ವಾವಲಂಬನೆಗೆ ಸಹಕಾರಿ. <box>425 442 575 518</box>
photo-person <box>151 1091 167 1151</box>
photo-person <box>31 1091 47 1151</box>
issue-date: 4.6.2025 <box>812 47 858 58</box>
photo-person <box>311 1093 327 1151</box>
story3-headline: ಶೇ.15 ರಿಯಾಯಿತಿ ಘೋಷಿಸಿದ ಮೈಮುಲ್ <box>260 262 643 292</box>
story8-headline: ಗ್ರಾಪಂಗಳಲ್ಲಿ ವಿಕಸಿತ ಕೃಷಿ ಸಂಕಲ್ಪ ಅಭಿಯಾನ <box>10 1164 436 1198</box>
event-banner <box>411 827 531 907</box>
story4-subhead-2: ಹಿಂದುಳಿದ ವರ್ಗಗಳ ನಿಗಮದ ವಿವಿಧ ಯೋಜನೆಗಳಿಗೆ ಅರ್ಜಿ ಆಹ್ವಾನ <box>755 711 920 746</box>
